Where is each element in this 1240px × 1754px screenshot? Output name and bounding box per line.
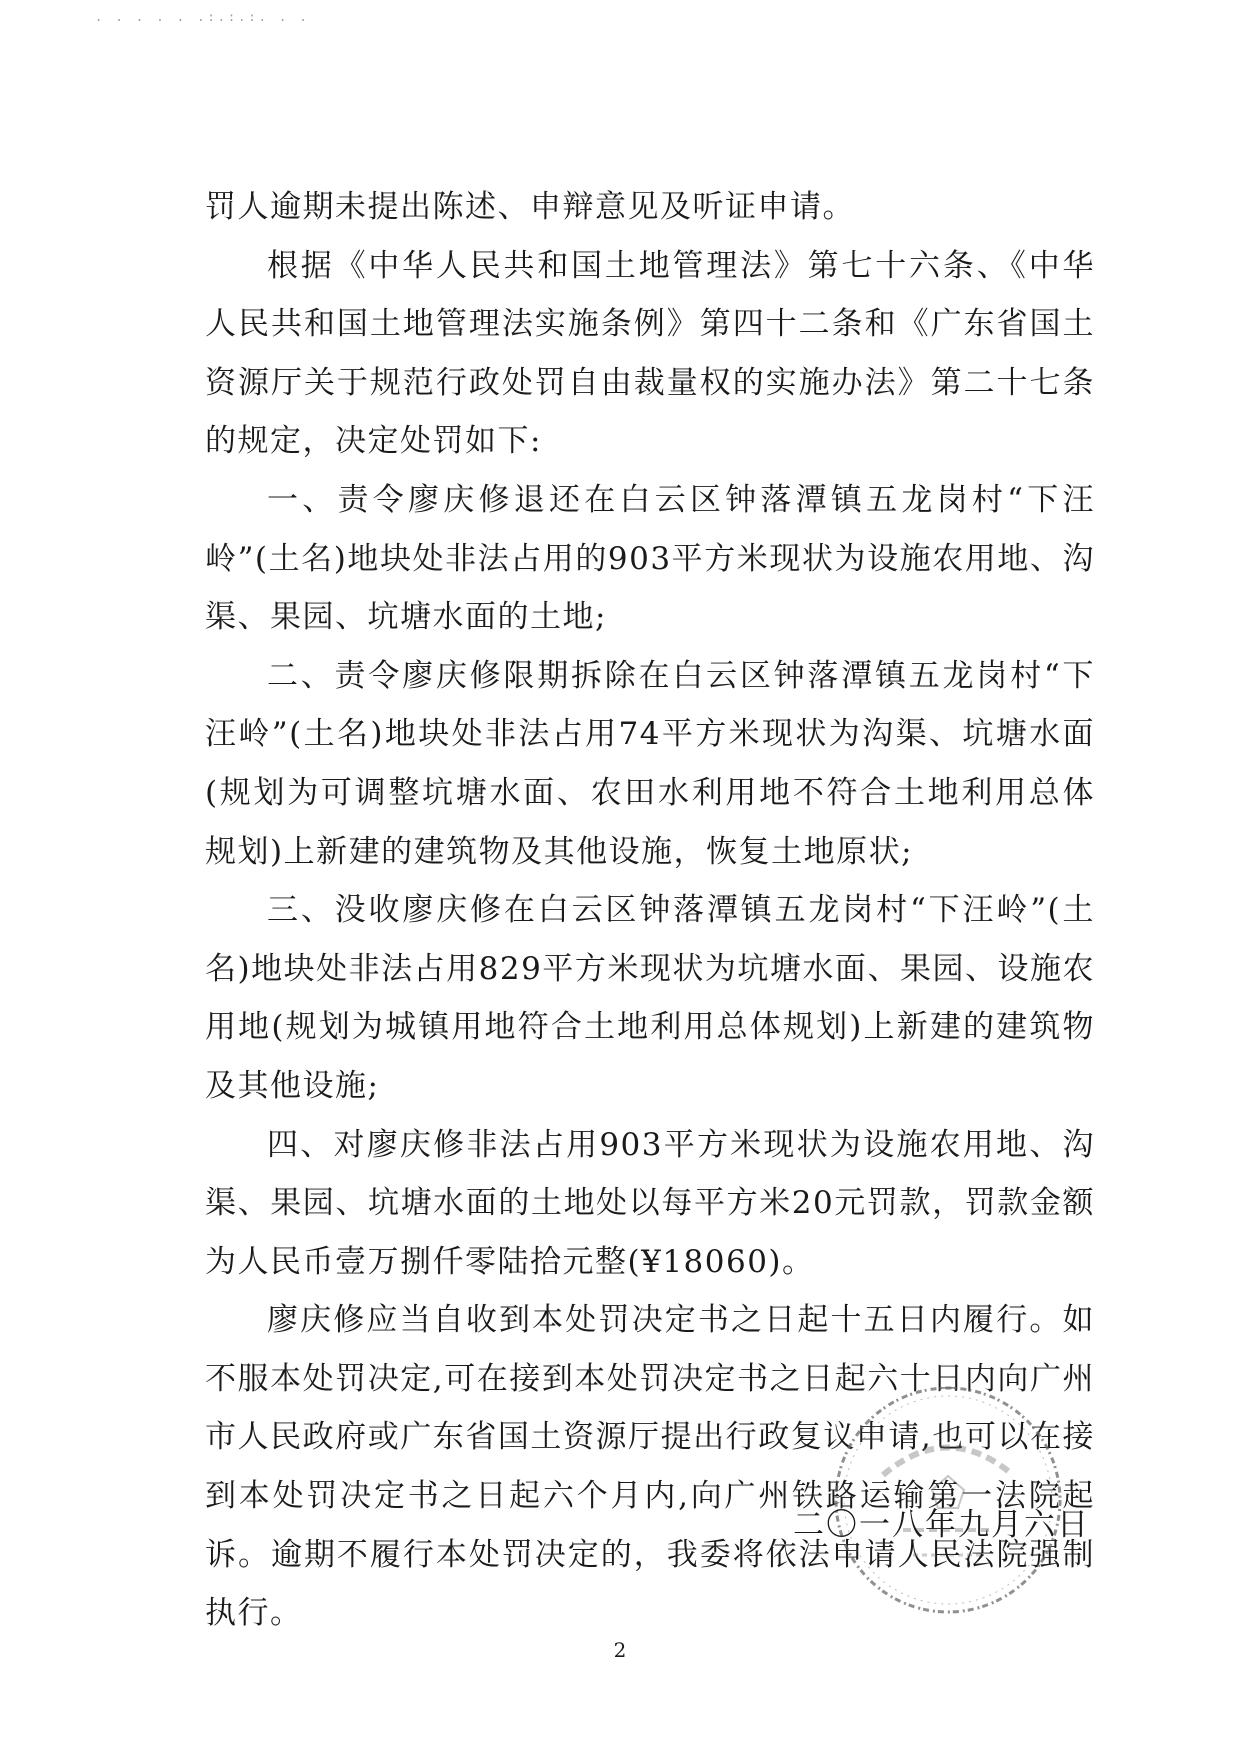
scan-marks: . . . . . .:.:.:. . .: [95, 10, 310, 24]
paragraph-continuation: 罚人逾期未提出陈述、申辩意见及听证申请。: [205, 189, 855, 225]
paragraph-penalty-1: 一、责令廖庆修退还在白云区钟落潭镇五龙岗村“下汪岭”(土名)地块处非法占用的903平方米现状为设施农用地、沟渠、果园、坑塘水面的土地;: [205, 481, 1095, 636]
paragraph-execution-notice: 廖庆修应当自收到本处罚决定书之日起十五日内履行。如不服本处罚决定,可在接到本处罚决定书之日起六十日内向广州市人民政府或广东省国土资源厅提出行政复议申请,也可以在接到本处罚决定书之日起六个月内,向广州铁路运输第一法院起诉。逾期不履行本处罚决定的，我委将依法申请人民法院强制执行。: [205, 1302, 1095, 1632]
page-number: 2: [613, 1638, 627, 1662]
paragraph-penalty-2: 二、责令廖庆修限期拆除在白云区钟落潭镇五龙岗村“下汪岭”(土名)地块处非法占用74平方米现状为沟渠、坑塘水面(规划为可调整坑塘水面、农田水利用地不符合土地利用总体规划)上新建的建筑物及其他设施，恢复土地原状;: [205, 657, 1095, 870]
paragraph-penalty-3: 三、没收廖庆修在白云区钟落潭镇五龙岗村“下汪岭”(土名)地块处非法占用829平方米现状为坑塘水面、果园、设施农用地(规划为城镇用地符合土地利用总体规划)上新建的建筑物及其他设施;: [205, 892, 1095, 1104]
paragraph-legal-basis: 根据《中华人民共和国土地管理法》第七十六条、《中华人民共和国土地管理法实施条例》第四十二条和《广东省国土资源厅关于规范行政处罚自由裁量权的实施办法》第二十七条的规定，决定处罚如下:: [205, 247, 1095, 460]
document-date: 二〇一八年九月六日: [793, 1507, 1090, 1543]
paragraph-penalty-4: 四、对廖庆修非法占用903平方米现状为设施农用地、沟渠、果园、坑塘水面的土地处以每平方米20元罚款，罚款金额为人民币壹万捌仟零陆拾元整(¥18060)。: [205, 1126, 1095, 1280]
